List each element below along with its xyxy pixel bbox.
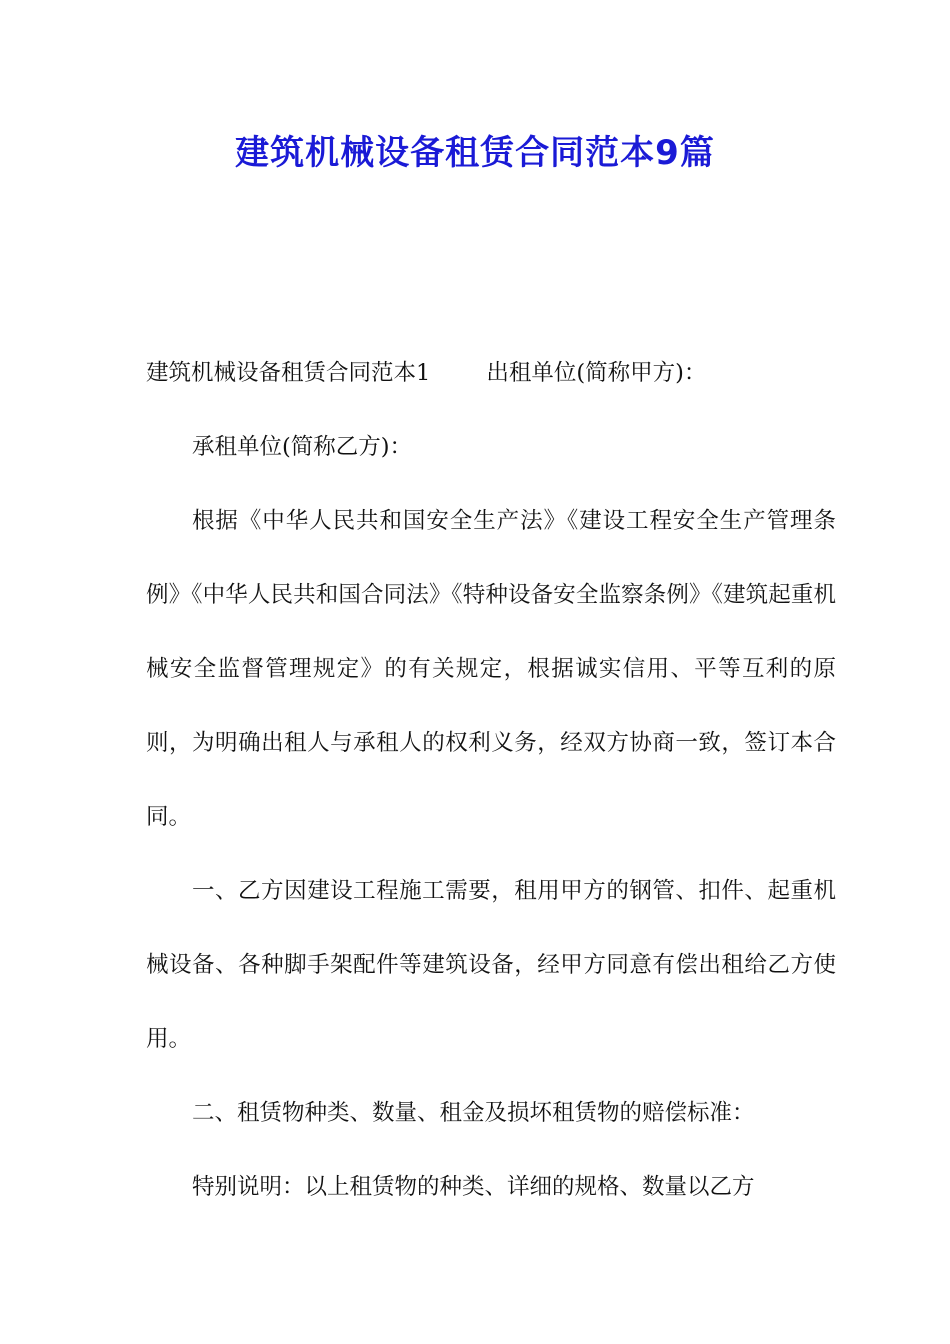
section-heading-line	[146, 336, 836, 410]
lessee-label: 承租单位(简称乙方)：	[192, 434, 413, 460]
paragraph-basis: 根据《中华人民共和国安全生产法》《建设工程安全生产管理条例》《中华人民共和国合同法》《特种设备安全监察条例》《建筑起重机械安全监督管理规定》的有关规定，根据诚实信用、平等互利的原则，为明确出租人与承租人的权利义务，经双方协商一致，签订本合同。	[146, 508, 836, 830]
section-heading: 建筑机械设备租赁合同范本1	[146, 360, 431, 386]
paragraph-special-note: 特别说明：以上租赁物的种类、详细的规格、数量以乙方	[192, 1174, 755, 1200]
paragraph-clause-1: 一、乙方因建设工程施工需要，租用甲方的钢管、扣件、起重机械设备、各种脚手架配件等建筑设备，经甲方同意有偿出租给乙方使用。	[146, 878, 836, 1052]
lessor-label: 出租单位(简称甲方)：	[486, 360, 707, 386]
paragraph-clause-2: 二、租赁物种类、数量、租金及损坏租赁物的赔偿标准：	[192, 1100, 755, 1126]
document-body	[146, 336, 836, 1224]
document-title: 建筑机械设备租赁合同范本9篇	[235, 133, 715, 173]
